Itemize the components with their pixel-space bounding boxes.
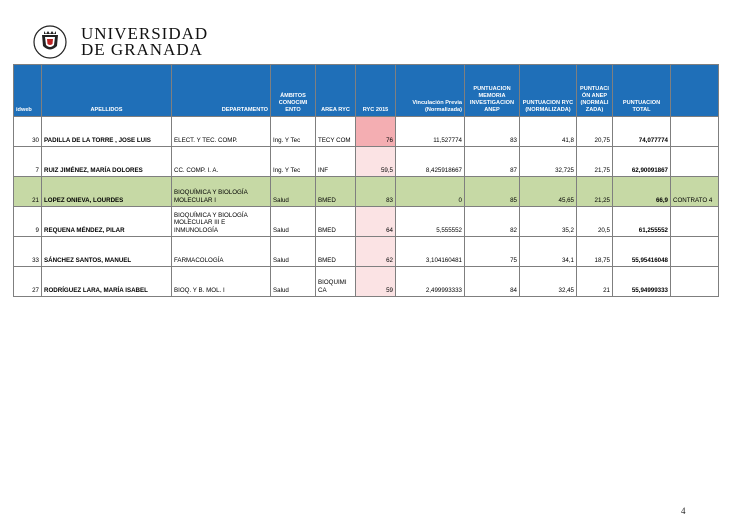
cell-total: 62,90091867 bbox=[613, 147, 671, 177]
col-header-apellidos: APELLIDOS bbox=[42, 65, 172, 117]
cell-apellidos: PADILLA DE LA TORRE , JOSE LUIS bbox=[42, 117, 172, 147]
cell-memoria: 75 bbox=[465, 237, 520, 267]
cell-vinculacion: 5,555552 bbox=[396, 207, 465, 237]
cell-ambito: Salud bbox=[271, 207, 316, 237]
cell-departamento: ELECT. Y TEC. COMP. bbox=[172, 117, 271, 147]
col-header-idweb: idweb bbox=[14, 65, 42, 117]
cell-idweb: 30 bbox=[14, 117, 42, 147]
cell-idweb: 7 bbox=[14, 147, 42, 177]
cell-departamento: FARMACOLOGÍA bbox=[172, 237, 271, 267]
cell-apellidos: REQUENA MÉNDEZ, PILAR bbox=[42, 207, 172, 237]
col-header-extra bbox=[671, 65, 719, 117]
cell-apellidos: RODRÍGUEZ LARA, MARÍA ISABEL bbox=[42, 267, 172, 297]
col-header-ambitos: ÁMBITOS CONOCIMI ENTO bbox=[271, 65, 316, 117]
cell-memoria: 82 bbox=[465, 207, 520, 237]
cell-idweb: 27 bbox=[14, 267, 42, 297]
cell-ryc: 59 bbox=[356, 267, 396, 297]
cell-vinculacion: 2,499993333 bbox=[396, 267, 465, 297]
cell-extra bbox=[671, 237, 719, 267]
cell-apellidos: SÁNCHEZ SANTOS, MANUEL bbox=[42, 237, 172, 267]
cell-anep: 21,75 bbox=[577, 147, 613, 177]
table-row bbox=[14, 267, 719, 297]
cell-departamento: CC. COMP. I. A. bbox=[172, 147, 271, 177]
cell-vinculacion: 8,425918667 bbox=[396, 147, 465, 177]
cell-vinculacion: 11,527774 bbox=[396, 117, 465, 147]
cell-idweb: 21 bbox=[14, 177, 42, 207]
cell-departamento: BIOQ. Y B. MOL. I bbox=[172, 267, 271, 297]
cell-anep: 18,75 bbox=[577, 237, 613, 267]
cell-ryc-norm: 41,8 bbox=[520, 117, 577, 147]
cell-idweb: 9 bbox=[14, 207, 42, 237]
cell-departamento: BIOQUÍMICA Y BIOLOGÍA MOLECULAR I bbox=[172, 177, 271, 207]
cell-ryc: 76 bbox=[356, 117, 396, 147]
cell-extra bbox=[671, 267, 719, 297]
cell-ambito: Salud bbox=[271, 267, 316, 297]
cell-extra bbox=[671, 147, 719, 177]
cell-ryc-norm: 32,45 bbox=[520, 267, 577, 297]
cell-memoria: 85 bbox=[465, 177, 520, 207]
table-row-highlighted bbox=[14, 177, 719, 207]
col-header-departamento: DEPARTAMENTO bbox=[172, 65, 271, 117]
cell-ryc: 62 bbox=[356, 237, 396, 267]
cell-anep: 21 bbox=[577, 267, 613, 297]
cell-ryc-norm: 34,1 bbox=[520, 237, 577, 267]
cell-anep: 20,75 bbox=[577, 117, 613, 147]
col-header-anep: PUNTUACI ÓN ANEP (NORMALI ZADA) bbox=[577, 65, 613, 117]
university-name-line2: DE GRANADA bbox=[81, 40, 203, 59]
university-name-line1: UNIVERSIDAD bbox=[81, 24, 209, 43]
cell-vinculacion: 0 bbox=[396, 177, 465, 207]
cell-area: INF bbox=[316, 147, 356, 177]
col-header-memoria: PUNTUACION MEMORIA INVESTIGACION ANEP bbox=[465, 65, 520, 117]
cell-apellidos: RUIZ JIMÉNEZ, MARÍA DOLORES bbox=[42, 147, 172, 177]
cell-total: 55,94999333 bbox=[613, 267, 671, 297]
cell-ambito: Salud bbox=[271, 177, 316, 207]
col-header-ryc-norm: PUNTUACION RYC (NORMALIZADA) bbox=[520, 65, 577, 117]
table-row bbox=[14, 237, 719, 267]
table-row bbox=[14, 117, 719, 147]
col-header-total: PUNTUACION TOTAL bbox=[613, 65, 671, 117]
cell-anep: 21,25 bbox=[577, 177, 613, 207]
cell-extra bbox=[671, 207, 719, 237]
cell-anep: 20,5 bbox=[577, 207, 613, 237]
cell-ryc: 59,5 bbox=[356, 147, 396, 177]
col-header-ryc: RYC 2015 bbox=[356, 65, 396, 117]
university-crest-icon bbox=[33, 25, 67, 59]
cell-area: BMED bbox=[316, 237, 356, 267]
cell-area: BMED bbox=[316, 207, 356, 237]
table-header-row bbox=[14, 65, 719, 117]
cell-vinculacion: 3,104160481 bbox=[396, 237, 465, 267]
cell-total: 61,255552 bbox=[613, 207, 671, 237]
cell-extra bbox=[671, 117, 719, 147]
cell-ambito: Ing. Y Tec bbox=[271, 147, 316, 177]
cell-memoria: 87 bbox=[465, 147, 520, 177]
cell-ryc-norm: 35,2 bbox=[520, 207, 577, 237]
cell-idweb: 33 bbox=[14, 237, 42, 267]
page-number: 4 bbox=[681, 506, 686, 516]
university-name bbox=[81, 26, 208, 58]
cell-extra: CONTRATO 4 bbox=[671, 177, 719, 207]
col-header-area: AREA RYC bbox=[316, 65, 356, 117]
table-row bbox=[14, 207, 719, 237]
cell-area: BIOQUIMI CA bbox=[316, 267, 356, 297]
cell-area: BMED bbox=[316, 177, 356, 207]
cell-ryc: 64 bbox=[356, 207, 396, 237]
cell-total: 55,95416048 bbox=[613, 237, 671, 267]
ranking-table bbox=[13, 64, 719, 297]
table-row bbox=[14, 147, 719, 177]
cell-departamento: BIOQUÍMICA Y BIOLOGÍA MOLECULAR III E INMUNOLOGÍA bbox=[172, 207, 271, 237]
cell-ryc-norm: 32,725 bbox=[520, 147, 577, 177]
cell-memoria: 84 bbox=[465, 267, 520, 297]
cell-memoria: 83 bbox=[465, 117, 520, 147]
cell-total: 74,077774 bbox=[613, 117, 671, 147]
cell-total: 66,9 bbox=[613, 177, 671, 207]
cell-ambito: Salud bbox=[271, 237, 316, 267]
col-header-vinculacion: Vinculación Previa (Normalizada) bbox=[396, 65, 465, 117]
cell-apellidos: LOPEZ ONIEVA, LOURDES bbox=[42, 177, 172, 207]
cell-ryc: 83 bbox=[356, 177, 396, 207]
cell-ambito: Ing. Y Tec bbox=[271, 117, 316, 147]
university-header bbox=[33, 24, 208, 60]
cell-area: TECY COM bbox=[316, 117, 356, 147]
cell-ryc-norm: 45,65 bbox=[520, 177, 577, 207]
